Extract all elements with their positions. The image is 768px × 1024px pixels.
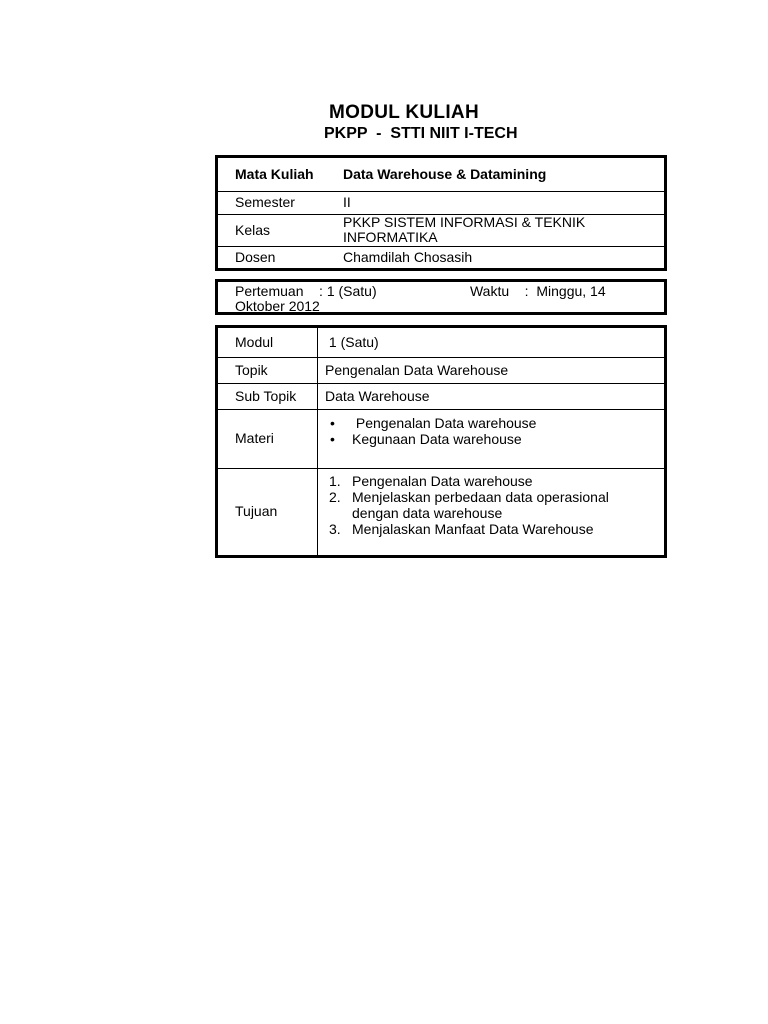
topik-label: Topik [218, 357, 318, 383]
row-modul [218, 328, 664, 357]
tujuan-number: 1. [329, 472, 341, 489]
row-topik [218, 357, 664, 383]
semester-label: Semester [218, 191, 323, 214]
tujuan-number: 3. [329, 520, 341, 537]
row-dosen [218, 246, 664, 268]
tujuan-item [325, 473, 664, 489]
course-info-box [215, 155, 667, 271]
schedule-line-1: Pertemuan : 1 (Satu) Waktu : Minggu, 14 [235, 283, 606, 299]
materi-item: • Pengenalan Data warehouse [325, 415, 664, 431]
sub-topik-value: Data Warehouse [318, 383, 665, 409]
row-sub-topik [218, 383, 664, 409]
materi-value [318, 409, 665, 468]
tujuan-number: 2. [329, 488, 341, 505]
topik-value: Pengenalan Data Warehouse [318, 357, 665, 383]
tujuan-text: Menjalaskan Manfaat Data Warehouse [352, 520, 594, 537]
modul-label: Modul [218, 328, 318, 357]
row-semester [218, 191, 664, 214]
tujuan-list [325, 473, 664, 537]
materi-list [325, 415, 664, 447]
row-kelas [218, 214, 664, 246]
mata-kuliah-label: Mata Kuliah [235, 165, 314, 182]
row-mata-kuliah [218, 158, 664, 191]
tujuan-value [318, 468, 665, 555]
sub-topik-label: Sub Topik [218, 383, 318, 409]
schedule-line-2: Oktober 2012 [235, 298, 320, 314]
row-tujuan [218, 468, 664, 555]
row-materi [218, 409, 664, 468]
dosen-label: Dosen [218, 246, 323, 268]
tujuan-item [325, 521, 664, 537]
modul-value: 1 (Satu) [325, 333, 379, 350]
tujuan-item [325, 489, 622, 521]
kelas-label: Kelas [218, 214, 323, 246]
tujuan-label: Tujuan [218, 468, 318, 555]
mata-kuliah-value: Data Warehouse & Datamining [343, 165, 547, 182]
page-subtitle: PKPP - STTI NIIT I-TECH [324, 125, 518, 142]
tujuan-text: Menjelaskan perbedaan data operasional dengan data warehouse [352, 488, 609, 521]
module-box [215, 325, 667, 558]
schedule-box [215, 279, 667, 315]
materi-item: • Kegunaan Data warehouse [325, 431, 664, 447]
kelas-value: PKKP SISTEM INFORMASI & TEKNIK INFORMATIKA [323, 214, 664, 246]
semester-value: II [323, 191, 664, 214]
course-info-table [218, 158, 664, 268]
tujuan-text: Pengenalan Data warehouse [352, 472, 533, 489]
page-title: MODUL KULIAH [329, 102, 479, 123]
materi-label: Materi [218, 409, 318, 468]
module-table [218, 328, 664, 555]
dosen-value: Chamdilah Chosasih [323, 246, 664, 268]
